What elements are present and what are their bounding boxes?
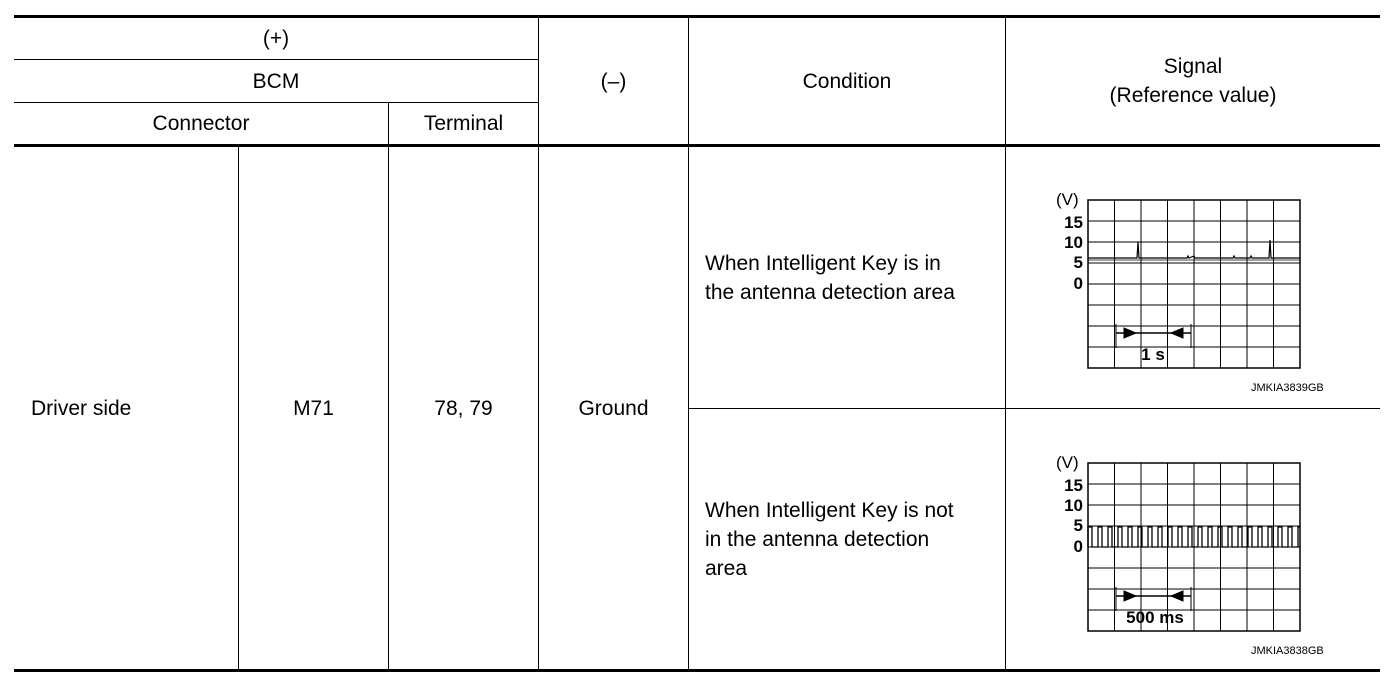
cell-side: Driver side bbox=[31, 396, 132, 420]
condition-1-line2: the antenna detection area bbox=[705, 280, 955, 304]
cell-ground: Ground bbox=[578, 396, 649, 420]
oscilloscope-1-y-label-5: 5 bbox=[1073, 253, 1083, 272]
oscilloscope-figure-1 bbox=[1040, 180, 1370, 400]
table-bottom-border bbox=[14, 669, 1380, 672]
header-signal bbox=[1006, 18, 1380, 144]
oscilloscope-1-y-label-15: 15 bbox=[1064, 213, 1083, 232]
oscilloscope-1-grid bbox=[1088, 200, 1300, 368]
oscilloscope-1-svg bbox=[1040, 180, 1370, 400]
header-unit: BCM bbox=[252, 69, 300, 93]
header-plus: (+) bbox=[262, 27, 290, 50]
figure-code-2: JMKIA3838GB bbox=[1251, 645, 1324, 657]
header-terminal: Terminal bbox=[423, 112, 504, 135]
cell-connector: M71 bbox=[293, 396, 334, 420]
oscilloscope-2-time-scale: 500 ms bbox=[1126, 608, 1184, 627]
figure-code-1: JMKIA3839GB bbox=[1251, 382, 1324, 394]
condition-2 bbox=[705, 409, 1000, 669]
oscilloscope-1-y-label-10: 10 bbox=[1064, 233, 1083, 252]
condition-2-line1: When Intelligent Key is not bbox=[705, 498, 954, 522]
oscilloscope-1-unit-label: (V) bbox=[1056, 190, 1079, 209]
oscilloscope-2-unit-label: (V) bbox=[1056, 453, 1079, 472]
condition-2-line2: in the antenna detection bbox=[705, 527, 930, 551]
header-signal-line1: Signal bbox=[1163, 55, 1223, 78]
oscilloscope-1-time-scale: 1 s bbox=[1141, 345, 1165, 364]
header-minus: (–) bbox=[600, 69, 627, 93]
oscilloscope-1-y-label-0: 0 bbox=[1073, 274, 1083, 293]
header-connector: Connector bbox=[152, 112, 250, 135]
cell-terminal: 78, 79 bbox=[434, 396, 493, 420]
oscilloscope-2-y-label-10: 10 bbox=[1064, 496, 1083, 515]
oscilloscope-2-svg bbox=[1040, 443, 1370, 663]
oscilloscope-2-y-label-0: 0 bbox=[1073, 537, 1083, 556]
header-signal-line2: (Reference value) bbox=[1109, 84, 1277, 107]
condition-1 bbox=[705, 147, 1000, 408]
oscilloscope-figure-2 bbox=[1040, 443, 1370, 663]
header-condition: Condition bbox=[802, 69, 892, 93]
condition-2-line3: area bbox=[705, 556, 748, 580]
condition-1-line1: When Intelligent Key is in bbox=[705, 251, 941, 275]
oscilloscope-2-y-label-5: 5 bbox=[1073, 516, 1083, 535]
oscilloscope-2-y-label-15: 15 bbox=[1064, 476, 1083, 495]
